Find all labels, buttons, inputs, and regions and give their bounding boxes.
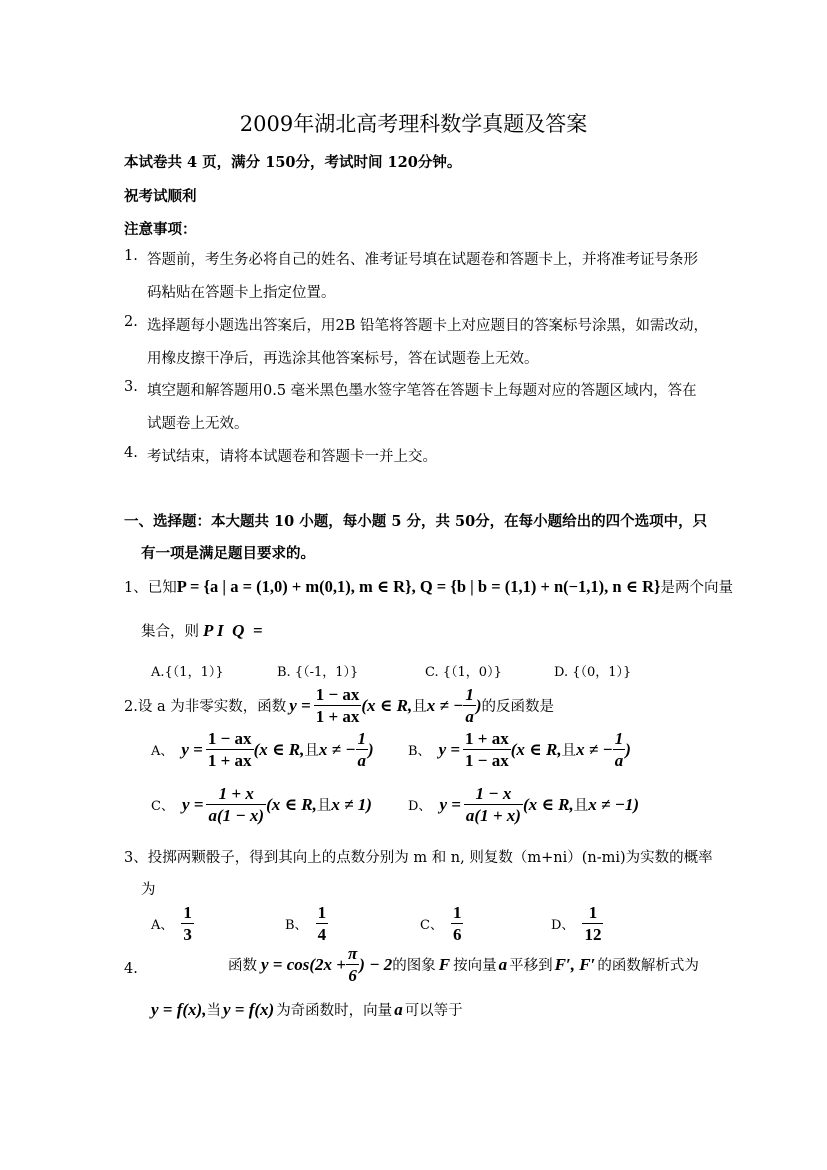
q1-intersection: P I Q =: [203, 620, 263, 640]
q2-fraction: $\frac{1 - ax}{1 + ax}$: [315, 685, 360, 726]
note-1-line1: 答题前，考生务必将自己的姓名、准考证号填在试题卷和答题卡上，并将准考证号条形: [147, 252, 698, 268]
notes-heading: 注意事项：: [124, 221, 197, 238]
q3-option-b: B、 $\frac{1}{4}$: [285, 903, 327, 944]
page-title: 2009年湖北高考理科数学真题及答案: [239, 112, 588, 136]
section-heading-line1: 一、选择题：本大题共 10 小题，每小题 5 分，共 50分，在每小题给出的四个选项中，只: [124, 513, 708, 530]
question-3-line1: 3、投掷两颗骰子，得到其向上的点数分别为 m 和 n, 则复数（m+ni）(n-mi)为实数的概率: [124, 850, 713, 866]
q2-option-a: A、 y = $\frac{1 - ax}{1 + ax}$ (x ∈ R, 且 x ≠ − $\frac{1}{a}$ ): [151, 729, 374, 770]
q2-y: y =: [289, 695, 311, 715]
note-2-line2: 用橡皮擦干净后，再选涂其他答案标号，答在试题卷上无效。: [147, 351, 539, 367]
q2-cond-fraction: $\frac{1}{a}$: [465, 685, 474, 726]
q1-suffix: 是两个向量: [660, 580, 733, 596]
note-3-line1: 填空题和解答题用0.5 毫米黑色墨水签字笔答在答题卡上每题对应的答题区域内，答在: [147, 383, 697, 399]
question-4-line2: y = f(x), 当 y = f(x) 为奇函数时，向量 a 可以等于: [151, 999, 463, 1019]
q2-option-c: C、 y = $\frac{1 + x}{a(1 - x)}$ (x ∈ R, 且 x ≠ 1): [151, 784, 372, 825]
question-2-stem: 2.设 a 为非零实数，函数 y = $\frac{1 - ax}{1 + ax}$ (x ∈ R, 且 x ≠ − $\frac{1}{a}$ ) 的反函数是: [124, 685, 555, 726]
section-heading-line2: 有一项是满足题目要求的。: [141, 545, 315, 562]
q2-option-b: B、 y = $\frac{1 + ax}{1 - ax}$ (x ∈ R, 且 x ≠ − $\frac{1}{a}$ ): [408, 729, 631, 770]
q1-set-expression: P = {a | a = (1,0) + m(0,1), m ∈ R}, Q = {b | b = (1,1) + n(−1,1), n ∈ R}: [176, 576, 661, 596]
note-1-line2: 码粘贴在答题卡上指定位置。: [147, 285, 336, 301]
q1-prefix: 1、已知: [124, 580, 177, 596]
q1-option-d: D. {（0，1）}: [554, 665, 632, 680]
note-2-line1: 选择题每小题选出答案后，用2B 铅笔将答题卡上对应题目的答案标号涂黑，如需改动，: [147, 318, 708, 334]
q3-option-d: D、 $\frac{1}{12}$: [551, 903, 602, 944]
q2-option-d: D、 y = $\frac{1 - x}{a(1 + x)}$ (x ∈ R, 且 x ≠ −1): [408, 784, 640, 825]
question-1-line2: [141, 620, 263, 641]
question-4-number: 4.: [124, 961, 138, 977]
q3-option-c: C、 $\frac{1}{6}$: [420, 903, 462, 944]
intro-line: 本试卷共 4 页，满分 150分，考试时间 120分钟。: [124, 154, 462, 171]
note-1-number: 1.: [124, 248, 138, 264]
q1-option-b: B. {（-1，1）}: [277, 665, 359, 680]
q1-option-c: C. {（1，0）}: [425, 665, 502, 680]
q1-line2-text: 集合，则: [141, 624, 199, 640]
question-1-stem: [124, 576, 733, 597]
question-4-line1: 函数 y = cos(2x + $\frac{\pi}{6}$ ) − 2 的图象 F 按向量 a 平移到 F′, F′ 的函数解析式为: [228, 944, 699, 985]
note-4-number: 4.: [124, 445, 138, 461]
q3-option-a: A、 $\frac{1}{3}$: [151, 903, 192, 944]
note-3-number: 3.: [124, 379, 138, 395]
note-2-number: 2.: [124, 314, 138, 330]
note-3-line2: 试题卷上无效。: [147, 416, 249, 432]
q2-prefix: 2.设 a 为非零实数，函数: [124, 699, 287, 715]
intro-greeting: 祝考试顺利: [124, 188, 197, 205]
q2-condition: (x ∈ R,: [361, 695, 413, 715]
question-3-line2: 为: [141, 882, 156, 898]
q1-option-a: A.{（1，1）}: [151, 665, 224, 680]
q2-suffix: 的反函数是: [481, 699, 555, 715]
note-4-line1: 考试结束，请将本试题卷和答题卡一并上交。: [147, 449, 437, 465]
